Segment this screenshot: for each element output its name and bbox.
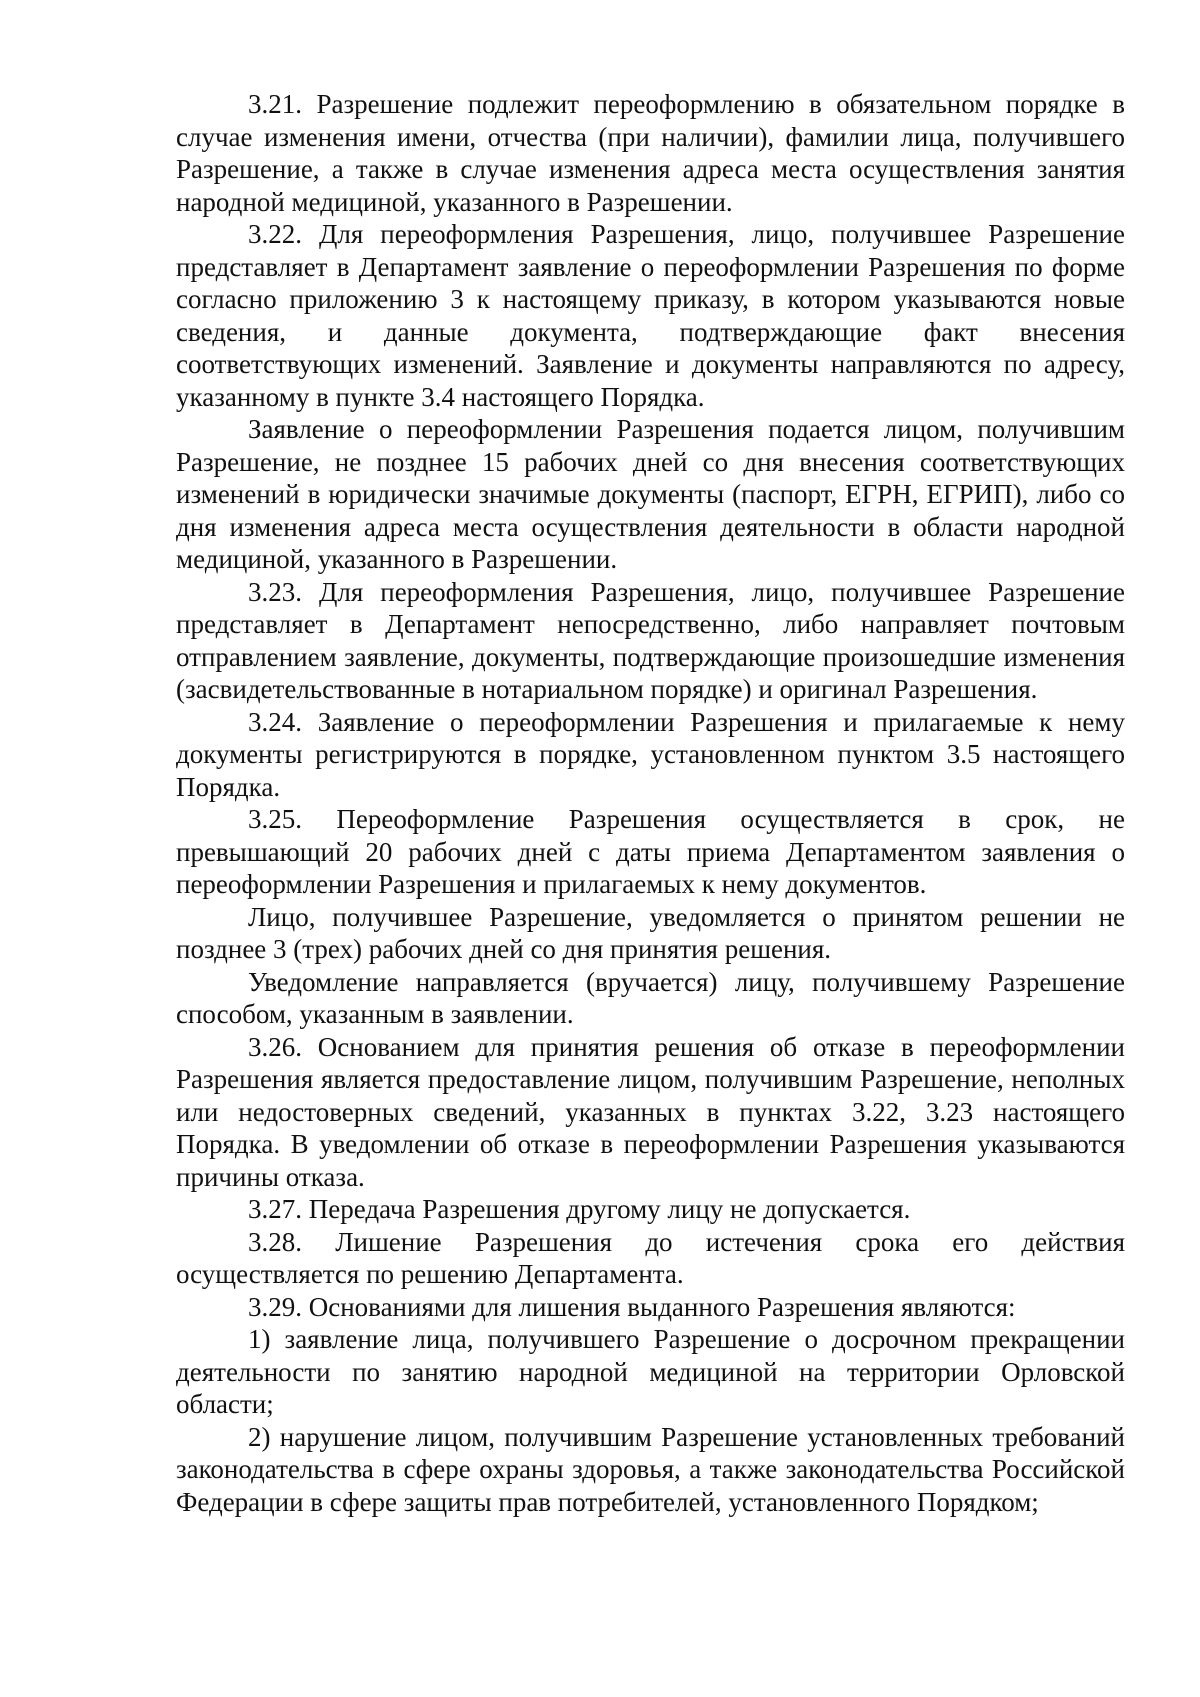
- list-item-2: 2) нарушение лицом, получившим Разрешение установленных требований законодательства в сфере охраны здоровья, а также законодательства Российской Федерации в сфере защиты прав потребителей, установленного Порядком;: [176, 1421, 1125, 1517]
- paragraph-3-22-deadline: Заявление о переоформлении Разрешения подается лицом, получившим Разрешение, не позднее 15 рабочих дней со дня внесения соответствующих изменений в юридически значимые документы (паспорт, ЕГРН, ЕГРИП), либо со дня изменения адреса места осуществления деятельности в области народной медициной, указанного в Разрешении.: [176, 414, 1125, 574]
- list-item-1: 1) заявление лица, получившего Разрешение о досрочном прекращении деятельности по занятию народной медициной на территории Орловской области;: [176, 1324, 1125, 1419]
- paragraph-3-21: 3.21. Разрешение подлежит переоформлению в обязательном порядке в случае изменения имени, отчества (при наличии), фамилии лица, получившего Разрешение, а также в случае изменения адреса места осуществления занятия народной медициной, указанного в Разрешении.: [176, 89, 1125, 217]
- paragraph-3-25-delivery: Уведомление направляется (вручается) лицу, получившему Разрешение способом, указанным в заявлении.: [176, 966, 1125, 1029]
- paragraph-3-29: 3.29. Основаниями для лишения выданного Разрешения являются:: [248, 1291, 1016, 1322]
- paragraph-3-26: 3.26. Основанием для принятия решения об отказе в переоформлении Разрешения является предоставление лицом, получившим Разрешение, неполных или недостоверных сведений, указанных в пунктах 3.22, 3.23 настоящего Порядка. В уведомлении об отказе в переоформлении Разрешения указываются причины отказа.: [176, 1031, 1125, 1192]
- paragraph-3-25: 3.25. Переоформление Разрешения осуществляется в срок, не превышающий 20 рабочих дней с даты приема Департаментом заявления о переоформлении Разрешения и прилагаемых к нему документов.: [176, 804, 1125, 899]
- paragraph-3-27: 3.27. Передача Разрешения другому лицу не допускается.: [248, 1194, 911, 1224]
- paragraph-3-25-notice: Лицо, получившее Разрешение, уведомляется о принятом решении не позднее 3 (трех) рабочих дней со дня принятия решения.: [176, 901, 1125, 964]
- paragraph-3-23: 3.23. Для переоформления Разрешения, лицо, получившее Разрешение представляет в Департамент непосредственно, либо направляет почтовым отправлением заявление, документы, подтверждающие произошедшие изменения (засвидетельствованные в нотариальном порядке) и оригинал Разрешения.: [176, 576, 1125, 704]
- paragraph-3-24: 3.24. Заявление о переоформлении Разрешения и прилагаемые к нему документы регистрируются в порядке, установленном пунктом 3.5 настоящего Порядка.: [176, 706, 1125, 802]
- document-body: [176, 88, 1125, 1518]
- paragraph-3-22: 3.22. Для переоформления Разрешения, лицо, получившее Разрешение представляет в Департамент заявление о переоформлении Разрешения по форме согласно приложению 3 к настоящему приказу, в котором указываются новые сведения, и данные документа, подтверждающие факт внесения соответствующих изменений. Заявление и документы направляются по адресу, указанному в пункте 3.4 настоящего Порядка.: [176, 219, 1125, 412]
- paragraph-3-28: 3.28. Лишение Разрешения до истечения срока его действия осуществляется по решению Департамента.: [176, 1226, 1125, 1289]
